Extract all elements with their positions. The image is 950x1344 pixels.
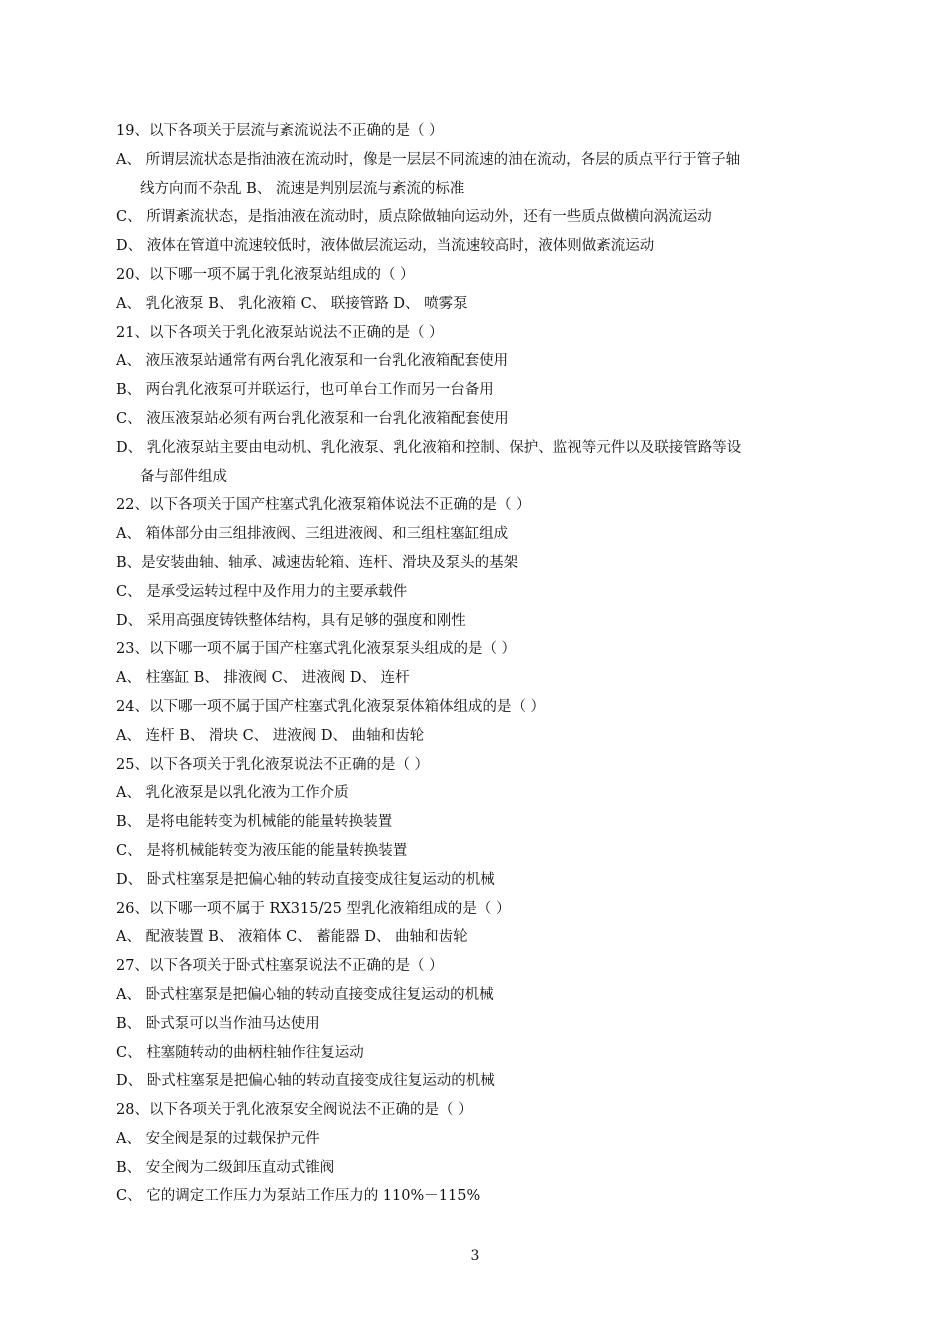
option-line: B、 两台乳化液泵可并联运行，也可单台工作而另一台备用 — [116, 382, 494, 399]
option-line: D、 液体在管道中流速较低时，液体做层流运动，当流速较高时，液体则做紊流运动 — [116, 238, 655, 255]
question-22: 22、以下各项关于国产柱塞式乳化液泵箱体说法不正确的是（ ） — [116, 497, 531, 514]
option-line: D、 采用高强度铸铁整体结构，具有足够的强度和刚性 — [116, 612, 466, 629]
question-19: 19、以下各项关于层流与紊流说法不正确的是（ ） — [116, 123, 444, 139]
page-number: 3 — [470, 1248, 480, 1264]
option-line: A、 液压液泵站通常有两台乳化液泵和一台乳化液箱配套使用 — [116, 353, 509, 370]
question-28: 28、以下各项关于乳化液泵安全阀说法不正确的是（ ） — [116, 1102, 473, 1119]
option-line: A、 乳化液泵是以乳化液为工作介质 — [116, 785, 349, 802]
option-line: C、 柱塞随转动的曲柄柱轴作往复运动 — [116, 1044, 364, 1061]
option-line: A、 乳化液泵 B、 乳化液箱 C、 联接管路 D、 喷雾泵 — [116, 295, 468, 312]
option-line: C、 液压液泵站必须有两台乳化液泵和一台乳化液箱配套使用 — [116, 410, 509, 427]
option-line: C、 是承受运转过程中及作用力的主要承载件 — [116, 583, 408, 600]
question-27: 27、以下各项关于卧式柱塞泵说法不正确的是（ ） — [116, 958, 444, 975]
option-line: A、 卧式柱塞泵是把偏心轴的转动直接变成往复运动的机械 — [116, 986, 494, 1003]
option-line: A、 配液装置 B、 液箱体 C、 蓄能器 D、 曲轴和齿轮 — [116, 929, 468, 946]
option-line: A、 所谓层流状态是指油液在流动时，像是一层层不同流速的油在流动，各层的质点平行于管子轴 — [116, 151, 741, 168]
option-line: A、 箱体部分由三组排液阀、三组进液阀、和三组柱塞缸组成 — [116, 526, 509, 543]
option-line: B、是安装曲轴、轴承、减速齿轮箱、连杆、滑块及泵头的基架 — [116, 554, 519, 571]
option-line: A、 连杆 B、 滑块 C、 进液阀 D、 曲轴和齿轮 — [116, 727, 425, 744]
question-list — [116, 117, 836, 1211]
option-line: B、 是将电能转变为机械能的能量转换装置 — [116, 814, 393, 831]
option-line: B、 安全阀为二级卸压直动式锥阀 — [116, 1159, 335, 1176]
option-line: B、 卧式泵可以当作油马达使用 — [116, 1015, 320, 1032]
option-line: D、 卧式柱塞泵是把偏心轴的转动直接变成往复运动的机械 — [116, 871, 495, 888]
option-line: C、 所谓紊流状态，是指油液在流动时，质点除做轴向运动外，还有一些质点做横向涡流运动 — [116, 209, 712, 226]
option-line-continued: 备与部件组成 — [140, 468, 227, 485]
option-line: A、 柱塞缸 B、 排液阀 C、 进液阀 D、 连杆 — [116, 670, 410, 687]
option-line: C、 是将机械能转变为液压能的能量转换装置 — [116, 842, 408, 859]
question-25: 25、以下各项关于乳化液泵说法不正确的是（ ） — [116, 756, 430, 773]
option-line-continued: 线方向而不杂乱 B、 流速是判别层流与紊流的标准 — [140, 180, 465, 197]
question-21: 21、以下各项关于乳化液泵站说法不正确的是（ ） — [116, 324, 444, 341]
option-line: A、 安全阀是泵的过载保护元件 — [116, 1130, 320, 1147]
option-line: C、 它的调定工作压力为泵站工作压力的 110%－115% — [116, 1188, 481, 1205]
question-23: 23、以下哪一项不属于国产柱塞式乳化液泵泵头组成的是（ ） — [116, 641, 517, 658]
option-line: D、 乳化液泵站主要由电动机、乳化液泵、乳化液箱和控制、保护、监视等元件以及联接管路等设 — [116, 439, 742, 456]
question-20: 20、以下哪一项不属于乳化液泵站组成的（ ） — [116, 266, 415, 283]
question-24: 24、以下哪一项不属于国产柱塞式乳化液泵泵体箱体组成的是（ ） — [116, 698, 546, 715]
option-line: D、 卧式柱塞泵是把偏心轴的转动直接变成往复运动的机械 — [116, 1073, 495, 1090]
question-26: 26、以下哪一项不属于 RX315/25 型乳化液箱组成的是（ ） — [116, 900, 511, 917]
